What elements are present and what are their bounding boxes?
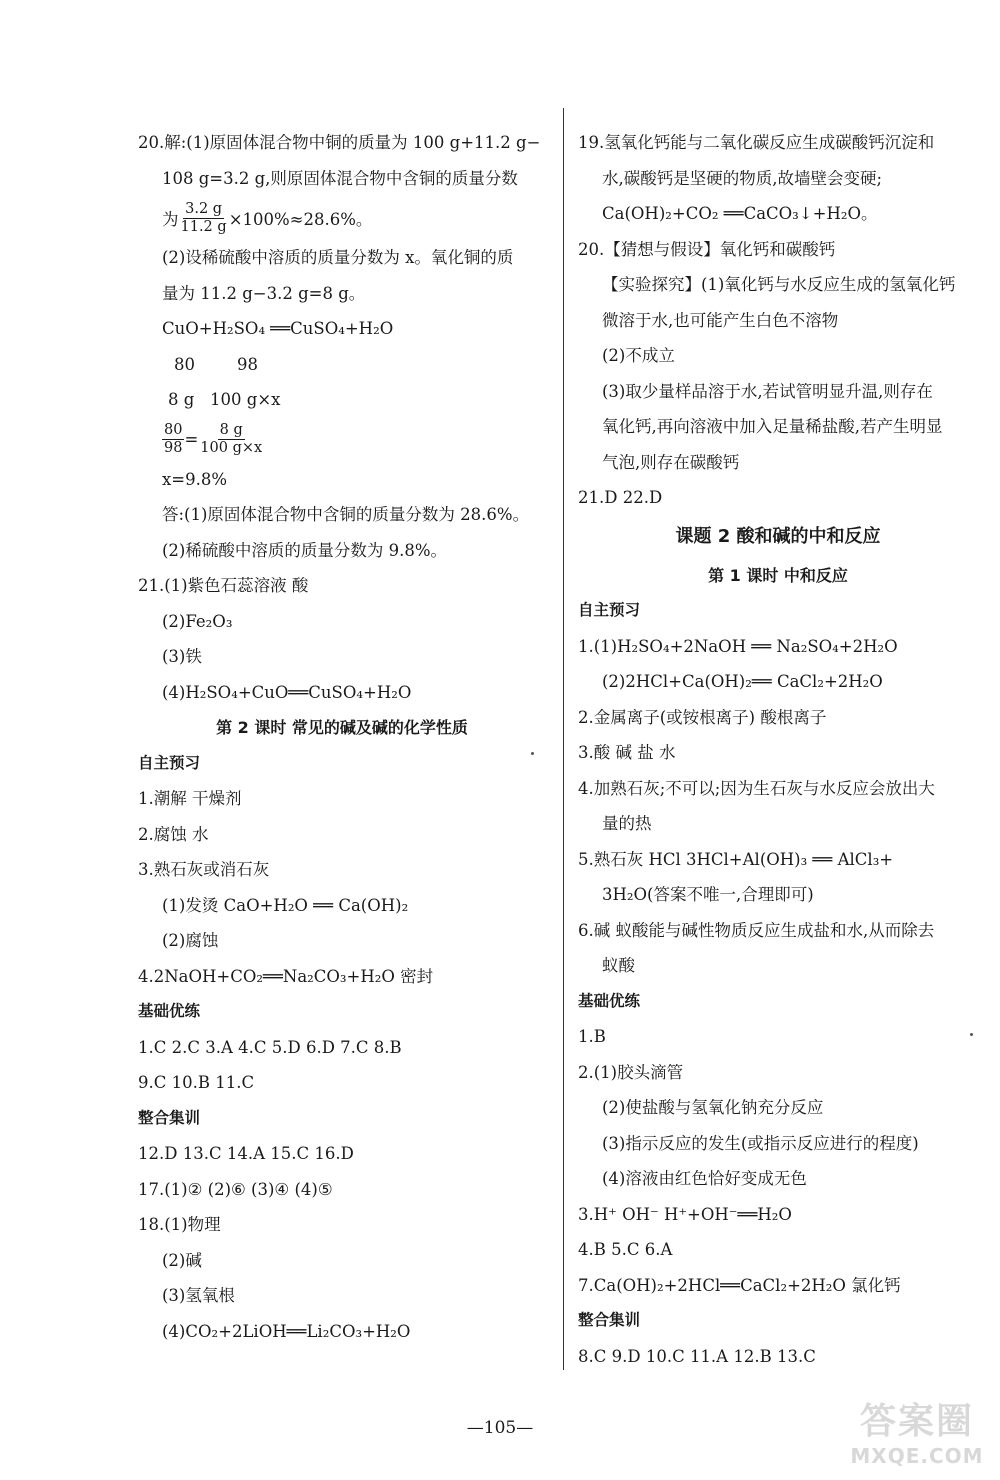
text-line: 4.加熟石灰;不可以;因为生石灰与水反应会放出大 [578, 778, 935, 798]
text-line: 20.【猜想与假设】氧化钙和碳酸钙 [578, 239, 836, 259]
text-line: (2)稀硫酸中溶质的质量分数为 9.8%。 [162, 540, 448, 560]
fraction-line [138, 418, 546, 462]
section-heading: 自主预习 [138, 753, 201, 772]
text-line: (1)发烫 CaO+H₂O ══ Ca(OH)₂ [162, 895, 409, 915]
text-line: 1.B [578, 1027, 606, 1046]
section-heading: 自主预习 [578, 601, 641, 619]
text-line: (2)设稀硫酸中溶质的质量分数为 x。氧化铜的质 [162, 248, 514, 267]
text-fragment: 为 [162, 210, 179, 229]
text-line: (3)铁 [162, 647, 202, 666]
answer-20-right [578, 232, 978, 481]
text-line: (2)腐蚀 [162, 931, 219, 950]
text-line: 17.(1)② (2)⑥ (3)④ (4)⑤ [138, 1179, 333, 1199]
text-line: (2)碱 [162, 1250, 202, 1270]
text-line: 4.2NaOH+CO₂══Na₂CO₃+H₂O 密封 [138, 966, 434, 986]
answer-21-left [138, 568, 546, 710]
equation-line: 1.(1)H₂SO₄+2NaOH ══ Na₂SO₄+2H₂O [578, 636, 898, 656]
text-line: 2.金属离子(或铵根离子) 酸根离子 [578, 707, 827, 727]
fraction-denominator: 100 g×x [200, 440, 263, 456]
text-line: 气泡,则存在碳酸钙 [602, 452, 740, 472]
text-line: 20.解:(1)原固体混合物中铜的质量为 100 g+11.2 g− [138, 133, 541, 152]
text-line: 21.(1)紫色石蕊溶液 酸 [138, 576, 309, 595]
watermark-logo: 答案圈 MXQE.COM [850, 1401, 984, 1468]
page-number: —105— [466, 1418, 534, 1438]
equation-line: 7.Ca(OH)₂+2HCl══CaCl₂+2H₂O 氯化钙 [578, 1275, 901, 1295]
column-divider [563, 108, 564, 1370]
text-fragment: ×100%≈28.6%。 [228, 210, 373, 229]
text-line: 80 98 [174, 354, 258, 374]
fraction-denominator: 98 [164, 440, 183, 456]
text-line: 5.熟石灰 HCl 3HCl+Al(OH)₃ ══ AlCl₃+ [578, 849, 894, 869]
text-line: (4)溶液由红色恰好变成无色 [602, 1169, 807, 1188]
section-heading: 基础优练 [138, 1002, 201, 1020]
text-line: 3.熟石灰或消石灰 [138, 860, 270, 879]
text-line: 氧化钙,再向溶液中加入足量稀盐酸,若产生明显 [602, 417, 943, 436]
fraction-numerator: 3.2 g [185, 200, 223, 217]
text-line: 量的热 [602, 814, 652, 833]
text-line: 水,碳酸钙是坚硬的物质,故墙壁会变硬; [602, 168, 883, 188]
text-line: 1.C 2.C 3.A 4.C 5.D 6.D 7.C 8.B [138, 1037, 402, 1057]
answer-20-left [138, 125, 546, 568]
text-line: 答:(1)原固体混合物中含铜的质量分数为 28.6%。 [162, 505, 530, 524]
section-heading: 整合集训 [578, 1311, 641, 1329]
equation-line: (4)CO₂+2LiOH══Li₂CO₃+H₂O [162, 1321, 411, 1341]
equation-line: 3.H⁺ OH⁻ H⁺+OH⁻══H₂O [578, 1204, 792, 1224]
text-line: 18.(1)物理 [138, 1215, 221, 1234]
chapter-title: 课题 2 酸和碱的中和反应 [675, 525, 881, 547]
text-line: 蚁酸 [602, 956, 635, 975]
text-line: (2)使盐酸与氢氧化钠充分反应 [602, 1098, 824, 1117]
equation-line: Ca(OH)₂+CO₂ ══CaCO₃↓+H₂O。 [602, 204, 878, 223]
text-line: 3.酸 碱 盐 水 [578, 743, 676, 762]
text-line: (3)氢氧根 [162, 1286, 235, 1305]
fraction-line [138, 196, 546, 240]
fraction-numerator: 8 g [219, 422, 243, 438]
text-line: 21.D 22.D [578, 488, 663, 507]
text-line: 1.潮解 干燥剂 [138, 789, 242, 808]
text-line: 【实验探究】(1)氧化钙与水反应生成的氢氧化钙 [602, 275, 956, 294]
right-column [578, 125, 978, 1374]
section-heading: 整合集训 [138, 1108, 201, 1127]
text-line: (3)取少量样品溶于水,若试管明显升温,则存在 [602, 381, 933, 401]
section-heading: 基础优练 [578, 991, 641, 1010]
equation-line: CuO+H₂SO₄ ══CuSO₄+H₂O [162, 319, 394, 338]
text-line: 19.氢氧化钙能与二氧化碳反应生成碳酸钙沉淀和 [578, 133, 935, 152]
fraction-denominator: 11.2 g [180, 218, 227, 235]
text-line: 微溶于水,也可能产生白色不溶物 [602, 310, 839, 330]
equation-line: (2)2HCl+Ca(OH)₂══ CaCl₂+2H₂O [602, 672, 883, 691]
text-line: 2.(1)胶头滴管 [578, 1062, 684, 1082]
text-line: 9.C 10.B 11.C [138, 1073, 255, 1092]
text-line: 6.碱 蚁酸能与碱性物质反应生成盐和水,从而除去 [578, 920, 935, 940]
fraction-numerator: 80 [164, 422, 183, 438]
equals-sign: = [184, 430, 199, 449]
answer-19-right [578, 125, 978, 232]
equation-line: (4)H₂SO₄+CuO══CuSO₄+H₂O [162, 682, 412, 702]
text-line: x=9.8% [162, 469, 228, 489]
text-line: 108 g=3.2 g,则原固体混合物中含铜的质量分数 [162, 168, 518, 188]
text-line: 12.D 13.C 14.A 15.C 16.D [138, 1144, 354, 1163]
text-line: 3H₂O(答案不唯一,合理即可) [602, 885, 814, 904]
fraction [198, 422, 264, 457]
text-line: 8.C 9.D 10.C 11.A 12.B 13.C [578, 1346, 816, 1366]
lesson-title: 第 1 课时 中和反应 [708, 565, 848, 585]
text-line: (3)指示反应的发生(或指示反应进行的程度) [602, 1133, 919, 1153]
fraction [179, 201, 229, 236]
text-line: 8 g 100 g×x [168, 390, 281, 409]
text-line: 量为 11.2 g−3.2 g=8 g。 [162, 283, 366, 303]
lesson-title: 第 2 课时 常见的碱及碱的化学性质 [216, 718, 468, 737]
text-line: (2)不成立 [602, 346, 675, 365]
left-column [138, 125, 546, 1349]
text-line: 2.腐蚀 水 [138, 824, 209, 844]
text-line: (2)Fe₂O₃ [162, 611, 233, 631]
fraction [162, 422, 184, 457]
text-line: 4.B 5.C 6.A [578, 1240, 673, 1259]
